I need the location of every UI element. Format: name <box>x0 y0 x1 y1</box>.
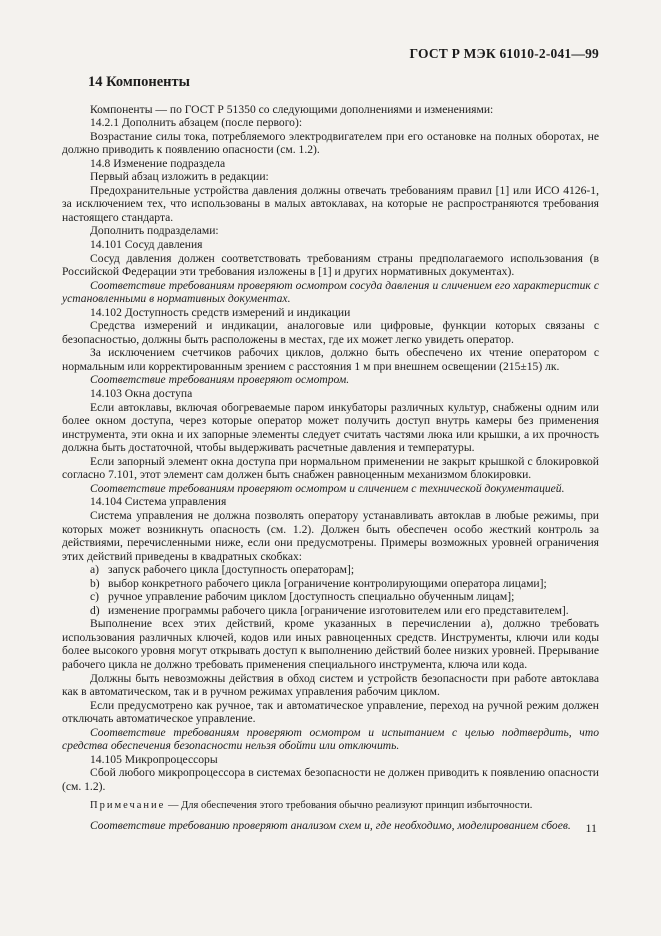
compliance-check: Соответствие требованиям проверяют осмотром и испытанием с целью подтвердить, что средства обеспечения безопасности нельзя обойти или отключить. <box>62 725 599 753</box>
subsection-heading: 14.105 Микропроцессоры <box>90 752 218 766</box>
list-item-text: выбор конкретного рабочего цикла [ограничение контролирующими оператора лицами]; <box>108 576 547 590</box>
list-item <box>62 590 599 604</box>
paragraph: 14.2.1 Дополнить абзацем (после первого): <box>90 116 303 130</box>
list-item-text: ручное управление рабочим циклом [доступность специально обученным лицам]; <box>108 590 515 604</box>
note <box>62 799 599 813</box>
list-item <box>62 563 599 577</box>
compliance-check: Соответствие требованию проверяют анализом схем и, где необходимо, моделированием сбоев. <box>90 818 571 832</box>
list-item-text: запуск рабочего цикла [доступность операторам]; <box>108 563 355 577</box>
paragraph: 14.8 Изменение подраздела <box>90 156 226 170</box>
document-code: ГОСТ Р МЭК 61010-2-041—99 <box>409 46 599 61</box>
note-text: — Для обеспечения этого требования обычно реализуют принцип избыточности. <box>165 800 533 812</box>
paragraph: Предохранительные устройства давления должны отвечать требованиям правил [1] или ИСО 4126-1, за исключением тех, что использованы в малых автоклавах, на которые не распространяются требования настоящего стандарта. <box>62 183 599 224</box>
list-item <box>62 604 599 618</box>
paragraph: Если предусмотрено как ручное, так и автоматическое управление, переход на ручной режим должен отключать автоматическое управление. <box>62 698 599 726</box>
section-title: 14 Компоненты <box>88 74 190 90</box>
paragraph: Система управления не должна позволять оператору устанавливать автоклав в любые режимы, при которых может возникнуть опасность (см. 1.2). Должен быть обеспечен особо жесткий контроль за действиями, перечисленными ниже, если они предусмотрены. Примеры возможных уровней ограничения этих действий приведены в квадратных скобках: <box>62 508 599 563</box>
subsection-heading: 14.104 Система управления <box>90 495 227 509</box>
list-marker: b) <box>90 576 100 590</box>
note-label: Примечание <box>90 800 166 812</box>
list-item-text: изменение программы рабочего цикла [ограничение изготовителем или его представителем]. <box>108 603 569 617</box>
list-item <box>62 577 599 591</box>
subsection-heading: 14.101 Сосуд давления <box>90 238 203 252</box>
paragraph: Если запорный элемент окна доступа при нормальном применении не закрыт крышкой с блокировкой согласно 7.101, этот элемент сам должен быть снабжен равноценным механизмом блокировки. <box>62 454 599 482</box>
list-marker: c) <box>90 590 100 604</box>
paragraph: Первый абзац изложить в редакции: <box>90 170 269 184</box>
paragraph: Дополнить подразделами: <box>90 224 219 238</box>
subsection-heading: 14.102 Доступность средств измерений и индикации <box>90 305 351 319</box>
page-content <box>62 72 599 833</box>
paragraph: Если автоклавы, включая обогреваемые паром инкубаторы различных культур, снабжены одним или более окном доступа, через которые оператор может получить доступ внутрь камеры без применения инструмента, эти окна и их запорные элементы следует считать частями люка или крышки, а их прочность должна быть достаточной, чтобы выдерживать расчетные давления и температуры. <box>62 400 599 455</box>
list-marker: a) <box>90 563 100 577</box>
paragraph: За исключением счетчиков рабочих циклов, должно быть обеспечено их чтение оператором с нормальным или корректированным зрением с расстояния 1 м при внешнем освещении (215±15) лк. <box>62 346 599 373</box>
paragraph: Средства измерений и индикации, аналоговые или цифровые, функции которых связаны с безопасностью, должны быть расположены в местах, где их может легко увидеть оператор. <box>62 319 599 346</box>
control-actions-list <box>62 563 599 617</box>
paragraph: Должны быть невозможны действия в обход систем и устройств безопасности при работе автоклава как в автоматическом, так и в ручном режимах управления рабочим циклом. <box>62 671 599 699</box>
paragraph: Сосуд давления должен соответствовать требованиям страны предполагаемого использования (в Российской Федерации эти требования изложены в [1] и других нормативных документах). <box>62 251 599 279</box>
compliance-check: Соответствие требованиям проверяют осмотром. <box>90 373 350 387</box>
paragraph: Компоненты — по ГОСТ Р 51350 со следующими дополнениями и изменениями: <box>90 102 494 116</box>
compliance-check: Соответствие требованиям проверяют осмотром и сличением с технической документацией. <box>90 481 565 495</box>
page-number: 11 <box>585 821 597 835</box>
paragraph: Возрастание силы тока, потребляемого электродвигателем при его остановке на полных оборотах, не должно приводить к появлению опасности (см. 1.2). <box>62 129 599 157</box>
list-marker: d) <box>90 603 100 617</box>
compliance-check: Соответствие требованиям проверяют осмотром сосуда давления и сличением его характеристик с установленными в нормативных документах. <box>62 278 599 306</box>
paragraph: Выполнение всех этих действий, кроме указанных в перечислении а), должно требовать использования различных ключей, кодов или иных равноценных средств. Инструменты, ключи или коды более высокого уровня могут открывать доступ к выполнению действий более низких уровней. Прерывание рабочего цикла не должно требовать применения специального инструмента, ключа или кода. <box>62 617 599 671</box>
paragraph: Сбой любого микропроцессора в системах безопасности не должен приводить к появлению опасности (см. 1.2). <box>62 766 599 793</box>
subsection-heading: 14.103 Окна доступа <box>90 387 193 401</box>
